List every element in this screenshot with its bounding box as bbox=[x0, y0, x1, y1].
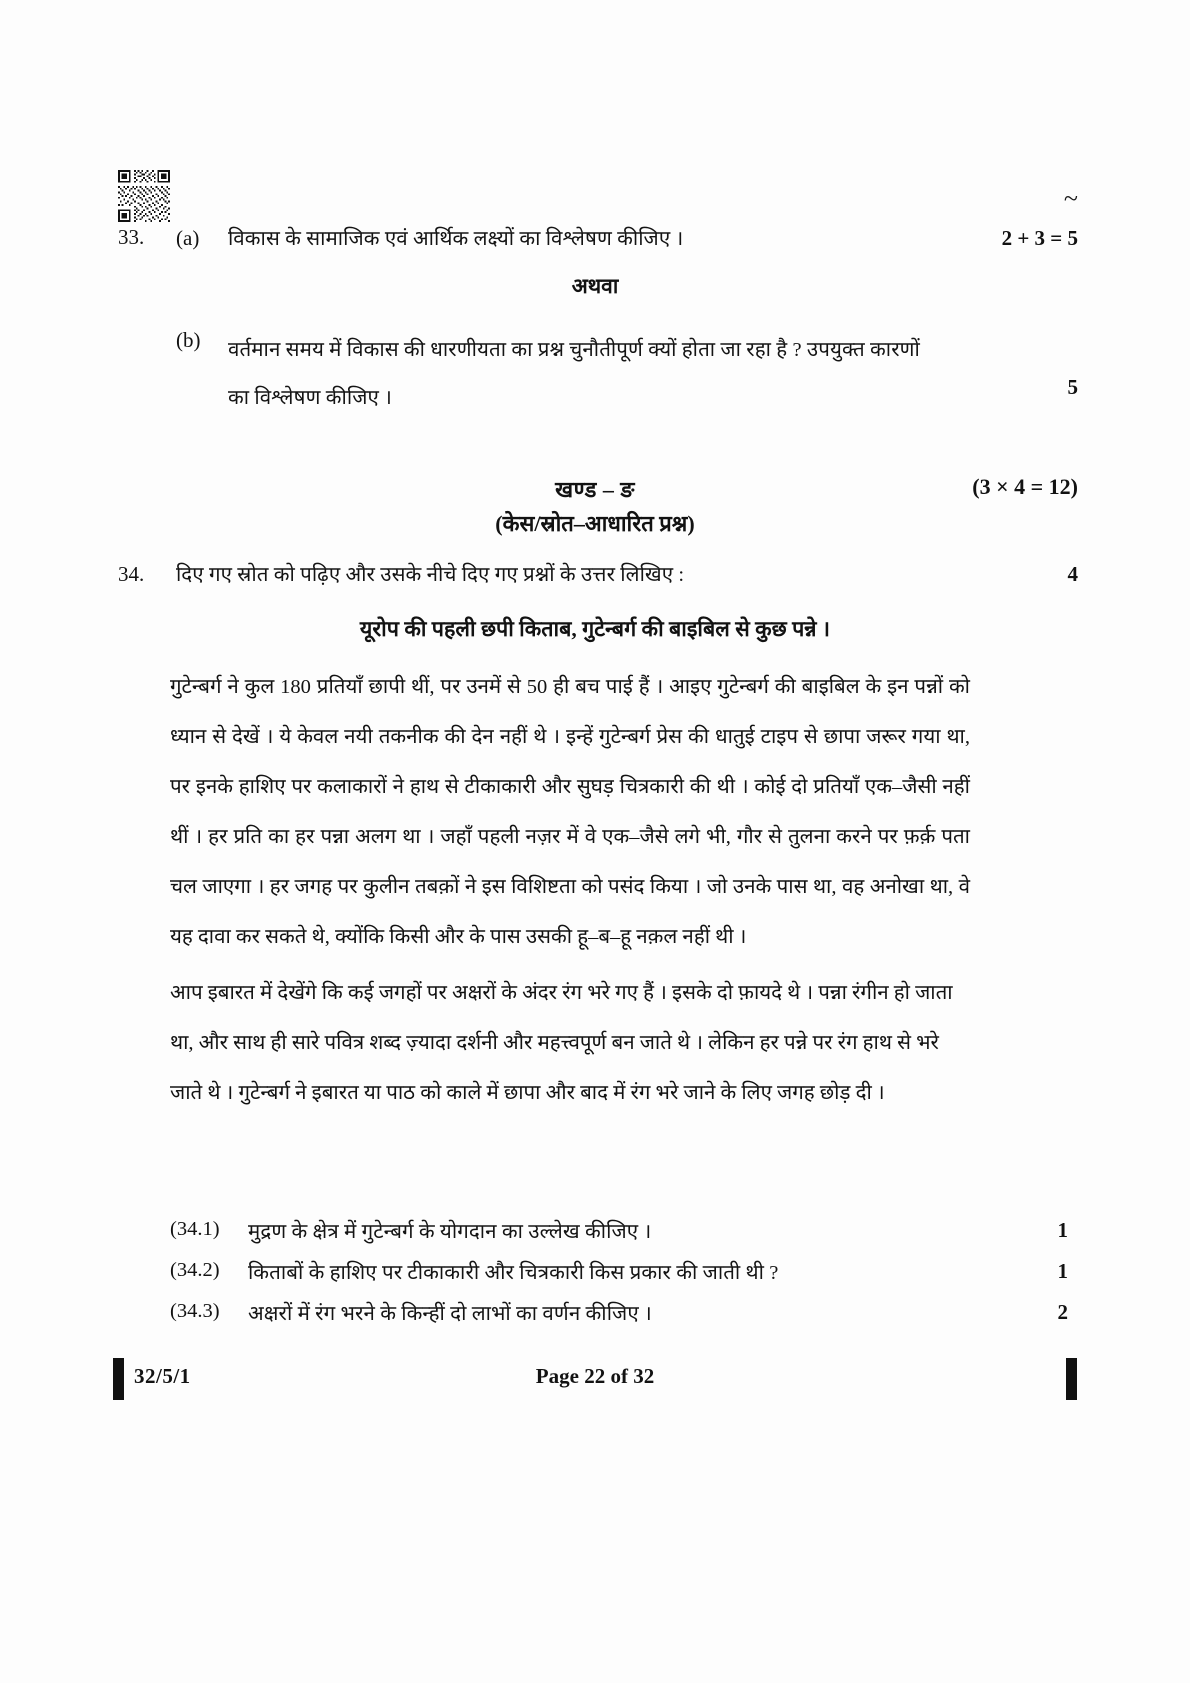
or-separator: अथवा bbox=[571, 274, 619, 298]
passage-paragraph-2: आप इबारत में देखेंगे कि कई जगहों पर अक्षरों के अंदर रंग भरे गए हैं । इसके दो फ़ायदे थे । पन्ना रंगीन हो जाता था, और साथ ही सारे पवित्र शब्द ज़्यादा दर्शनी और महत्त्वपूर्ण बन जाते थे । लेकिन हर पन्ने पर रंग हाथ से भरे जाते थे । गुटेन्बर्ग ने इबारत या पाठ को काले में छापा और बाद में रंग भरे जाने के लिए जगह छोड़ दी । bbox=[170, 982, 953, 1104]
source-passage bbox=[170, 662, 970, 1124]
question-34-instruction: दिए गए स्रोत को पढ़िए और उसके नीचे दिए गए प्रश्नों के उत्तर लिखिए : bbox=[176, 564, 685, 586]
sub-question-text: मुद्रण के क्षेत्र में गुटेन्बर्ग के योगदान का उल्लेख कीजिए । bbox=[248, 1221, 652, 1243]
sub-question-text: अक्षरों में रंग भरने के किन्हीं दो लाभों का वर्णन कीजिए । bbox=[248, 1303, 652, 1325]
sub-question-marks: 2 bbox=[1057, 1300, 1068, 1324]
sub-question-row bbox=[170, 1300, 1068, 1341]
question-33-number: 33. bbox=[118, 225, 145, 249]
question-33b-line1: वर्तमान समय में विकास की धारणीयता का प्रश्न चुनौतीपूर्ण क्यों होता जा रहा है ? उपयुक्त कारणों bbox=[228, 339, 920, 361]
question-33a-label: (a) bbox=[176, 226, 200, 250]
source-title: यूरोप की पहली छपी किताब, गुटेन्बर्ग की बाइबिल से कुछ पन्ने । bbox=[359, 617, 831, 641]
sub-questions-list bbox=[170, 1218, 1068, 1341]
tilde-mark: ~ bbox=[1063, 184, 1078, 213]
passage-paragraph-1: गुटेन्बर्ग ने कुल 180 प्रतियाँ छापी थीं, पर उनमें से 50 ही बच पाई हैं । आइए गुटेन्बर्ग की बाइबिल के इन पन्नों को ध्यान से देखें । ये केवल नयी तकनीक की देन नहीं थे । इन्हें गुटेन्बर्ग प्रेस की धातुई टाइप से छापा जरूर गया था, पर इनके हाशिए पर कलाकारों ने हाथ से टीकाकारी और सुघड़ चित्रकारी की थी । कोई दो प्रतियाँ एक–जैसी नहीं थीं । हर प्रति का हर पन्ना अलग था । जहाँ पहली नज़र में वे एक–जैसे लगे भी, गौर से तुलना करने पर फ़र्क़ पता चल जाएगा । हर जगह पर कुलीन तबक़ों ने इस विशिष्टता को पसंद किया । जो उनके पास था, वह अनोखा था, वे यह दावा कर सकते थे, क्योंकि किसी और के पास उसकी हू–ब–हू नक़ल नहीं थी । bbox=[170, 676, 970, 948]
sub-question-label: (34.3) bbox=[170, 1300, 220, 1322]
question-33b-marks: 5 bbox=[1067, 375, 1078, 399]
qr-code-icon bbox=[118, 170, 170, 222]
question-33a-marks: 2 + 3 = 5 bbox=[1001, 226, 1078, 250]
sub-question-text: किताबों के हाशिए पर टीकाकारी और चित्रकारी किस प्रकार की जाती थी ? bbox=[248, 1262, 779, 1284]
section-marks: (3 × 4 = 12) bbox=[972, 474, 1078, 499]
sub-question-row bbox=[170, 1218, 1068, 1259]
section-subtitle: (केस/स्रोत–आधारित प्रश्न) bbox=[495, 511, 695, 536]
paper-code: 32/5/1 bbox=[134, 1364, 191, 1388]
page-number: Page 22 of 32 bbox=[535, 1364, 655, 1388]
question-34-number: 34. bbox=[118, 562, 145, 586]
question-33b-text bbox=[228, 326, 958, 422]
sub-question-marks: 1 bbox=[1057, 1259, 1068, 1283]
sub-question-label: (34.1) bbox=[170, 1218, 220, 1240]
sub-question-label: (34.2) bbox=[170, 1259, 220, 1281]
sub-question-row bbox=[170, 1259, 1068, 1300]
section-heading: खण्ड – ङ bbox=[555, 477, 635, 502]
question-34-marks: 4 bbox=[1067, 562, 1078, 586]
question-33a-text: विकास के सामाजिक एवं आर्थिक लक्ष्यों का विश्लेषण कीजिए । bbox=[228, 228, 684, 250]
question-33b-line2: का विश्लेषण कीजिए । bbox=[228, 387, 393, 409]
sub-question-marks: 1 bbox=[1057, 1218, 1068, 1242]
question-33b-label: (b) bbox=[176, 328, 201, 352]
